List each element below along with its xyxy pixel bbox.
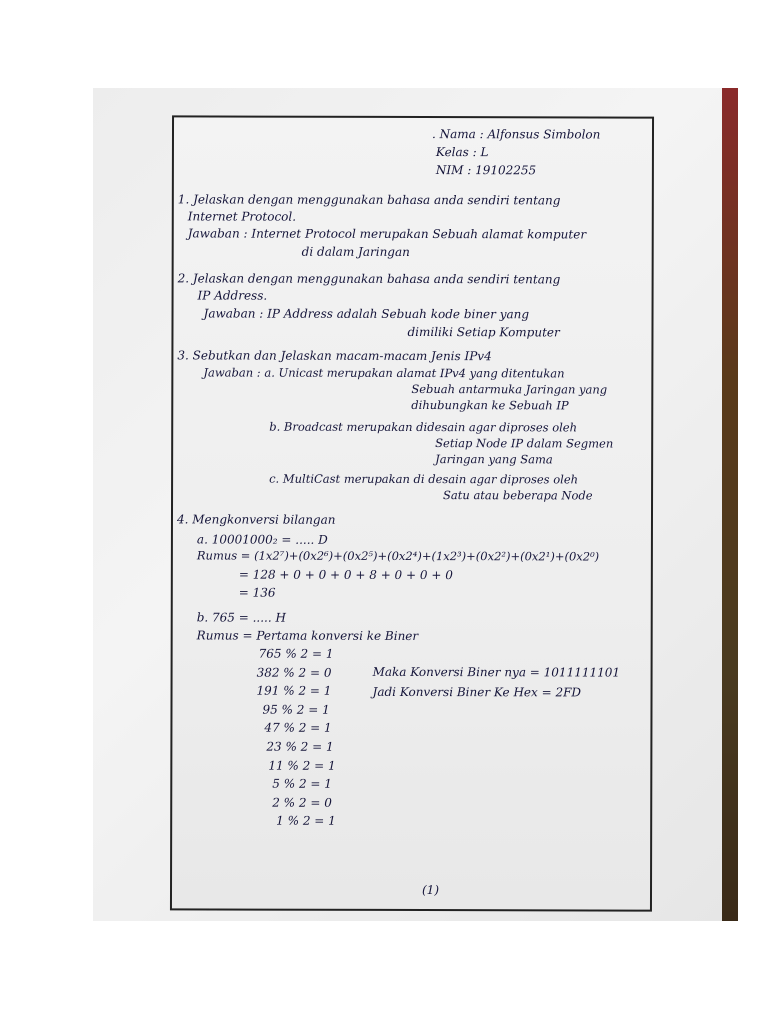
q4-b-question: b. 765 = ..... H xyxy=(196,610,286,625)
q4-a-sum: = 128 + 0 + 0 + 0 + 8 + 0 + 0 + 0 xyxy=(238,567,453,583)
q3-answer-a-line3: dihubungkan ke Sebuah IP xyxy=(411,397,569,413)
q3-answer-c-line1: c. MultiCast merupakan di desain agar diproses oleh xyxy=(269,471,579,487)
q1-answer-line1: Jawaban : Internet Protocol merupakan Sebuah alamat komputer xyxy=(187,226,587,242)
division-step: 382 % 2 = 0 xyxy=(256,665,332,680)
q3-question: 3. Sebutkan dan Jelaskan macam-macam Jenis IPv4 xyxy=(177,348,492,364)
division-step: 765 % 2 = 1 xyxy=(258,646,334,661)
q3-answer-b-line3: Jaringan yang Sama xyxy=(435,452,553,467)
q3-answer-a-line2: Sebuah antarmuka Jaringan yang xyxy=(411,381,608,397)
q3-answer-b-line1: b. Broadcast merupakan didesain agar diproses oleh xyxy=(269,419,578,435)
q4-a-result: = 136 xyxy=(238,585,276,600)
division-step: 23 % 2 = 1 xyxy=(266,739,334,754)
division-step: 191 % 2 = 1 xyxy=(256,683,332,698)
q3-answer-b-line2: Setiap Node IP dalam Segmen xyxy=(435,436,614,451)
q3-answer-c-line2: Satu atau beberapa Node xyxy=(443,488,593,503)
division-step: 1 % 2 = 1 xyxy=(276,814,336,829)
hex-result: Jadi Konversi Biner Ke Hex = 2FD xyxy=(372,684,582,700)
q2-answer-line1: Jawaban : IP Address adalah Sebuah kode biner yang xyxy=(203,306,530,322)
q1-question-line2: Internet Protocol. xyxy=(187,209,297,224)
q2-question-line2: IP Address. xyxy=(197,288,268,303)
q4-b-formula: Rumus = Pertama konversi ke Biner xyxy=(196,628,419,644)
q4-title: 4. Mengkonversi bilangan xyxy=(176,512,336,527)
q1-question-line1: 1. Jelaskan dengan menggunakan bahasa anda sendiri tentang xyxy=(177,192,561,208)
q3-answer-a-line1: Jawaban : a. Unicast merupakan alamat IPv4 yang ditentukan xyxy=(203,365,565,381)
table-edge xyxy=(722,88,738,921)
division-step: 2 % 2 = 0 xyxy=(272,795,332,810)
division-step: 5 % 2 = 1 xyxy=(272,776,332,791)
photo-background xyxy=(93,88,738,921)
student-name: . Nama : Alfonsus Simbolon xyxy=(431,127,601,142)
page-number: (1) xyxy=(421,883,440,898)
student-class: Kelas : L xyxy=(435,145,489,160)
q4-a-question: a. 10001000₂ = ..... D xyxy=(196,532,328,547)
division-step: 11 % 2 = 1 xyxy=(268,758,336,773)
q1-answer-line2: di dalam Jaringan xyxy=(301,244,410,259)
division-step: 95 % 2 = 1 xyxy=(262,702,330,717)
q2-question-line1: 2. Jelaskan dengan menggunakan bahasa anda sendiri tentang xyxy=(177,271,561,287)
binary-result: Maka Konversi Biner nya = 1011111101 xyxy=(372,664,621,680)
division-step: 47 % 2 = 1 xyxy=(264,721,332,736)
answer-sheet xyxy=(170,115,654,911)
q4-a-formula: Rumus = (1x2⁷)+(0x2⁶)+(0x2⁵)+(0x2⁴)+(1x2³)+(0x2²)+(0x2¹)+(0x2⁰) xyxy=(196,548,600,564)
student-nim: NIM : 19102255 xyxy=(435,163,537,178)
q2-answer-line2: dimiliki Setiap Komputer xyxy=(407,324,560,340)
